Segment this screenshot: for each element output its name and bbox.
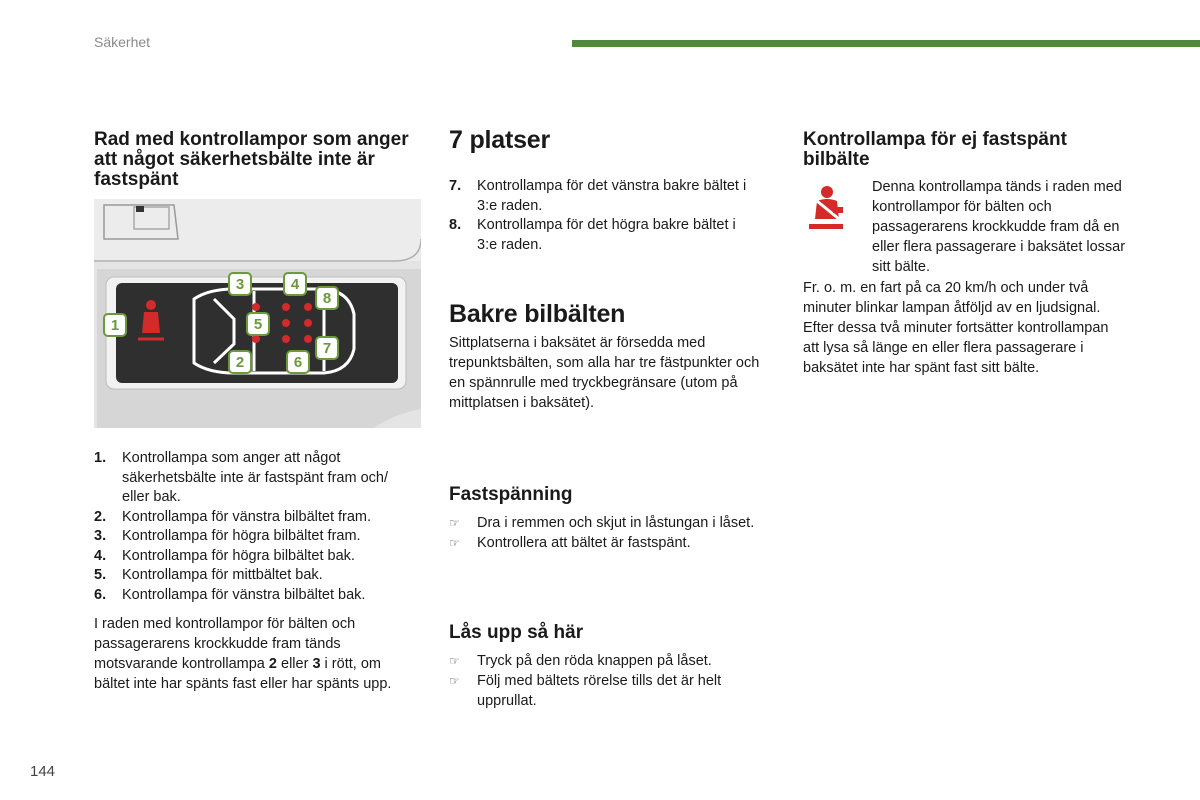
list-item: 8. Kontrollampa för det högra bakre bältet i 3:e raden. [449, 217, 736, 253]
list-item: 1. Kontrollampa som anger att något säkerhetsbälte inte är fastspänt fram och/ eller bak. [94, 450, 388, 505]
list-item: ☞ Dra i remmen och skjut in låstungan i låset. [449, 515, 755, 531]
list-item: 7. Kontrollampa för det vänstra bakre bältet i 3:e raden. [449, 178, 747, 214]
col1-heading: Rad med kontrollampor som anger att något säkerhetsbälte inte är fastspänt [94, 129, 409, 190]
callout-6 [287, 351, 309, 373]
list-item: 6. Kontrollampa för vänstra bilbältet bak. [94, 586, 366, 603]
callout-3 [229, 273, 251, 295]
bullet-icon: ☞ [449, 674, 460, 688]
callout-5-text: 5 [253, 316, 263, 333]
callout-7 [316, 337, 338, 359]
list-item: ☞ Kontrollera att bältet är fastspänt. [449, 535, 691, 551]
list-item: 5. Kontrollampa för mittbältet bak. [94, 567, 323, 583]
unlock-heading: Lås upp så här [449, 622, 584, 643]
list-item: 4. Kontrollampa för högra bilbältet bak. [94, 547, 355, 564]
col2-legend-list [449, 177, 759, 255]
callout-4 [284, 273, 306, 295]
bullet-icon: ☞ [449, 654, 460, 668]
seatbelt-warning-icon [803, 183, 855, 235]
callout-1-text: 1 [110, 317, 120, 334]
callout-4-text: 4 [290, 276, 300, 293]
callout-2-text: 2 [235, 354, 245, 371]
callout-3-text: 3 [235, 276, 245, 293]
col3-heading: Kontrollampa för ej fastspänt bilbälte [803, 129, 1067, 170]
seven-seats-heading: 7 platser [449, 126, 551, 154]
unlock-list [449, 651, 769, 711]
col3-paragraph: Fr. o. m. en fart på ca 20 km/h och under två minuter blinkar lampan åtföljd av en ljudsignal. Efter dessa två minuter fortsätter kontrollampan att lysa så länge en eller flera passagerare i baksätet inte har spänt fast sitt bälte. [803, 280, 1109, 376]
col1-paragraph: I raden med kontrollampor för bälten och passagerarens krockkudde fram tänds motsvarande kontrollampa 2 eller 3 i rött, om bältet inte har spänts fast eller har spänts upp. [94, 616, 392, 692]
header-accent-bar [572, 40, 1200, 47]
callout-5 [247, 313, 269, 335]
icon-description: Denna kontrollampa tänds i raden med kontrollampor för bälten och passagerarens krockkudde fram då en eller flera passagerare i baksätet lossar sitt bälte. [872, 179, 1126, 275]
fastening-list [449, 513, 784, 553]
callout-7-text: 7 [322, 340, 332, 357]
dashboard-figure [94, 199, 421, 428]
list-item: 3. Kontrollampa för högra bilbältet fram. [94, 528, 361, 544]
dashboard-illustration [94, 199, 421, 428]
list-item: ☞ Följ med bältets rörelse tills det är helt upprullat. [449, 673, 722, 709]
rear-belts-text: Sittplatserna i baksätet är försedda med trepunktsbälten, som alla har tre fästpunkter och en spännrulle med tryckbegränsare (utom på mittplatsen i baksätet). [449, 335, 760, 411]
list-item: 2. Kontrollampa för vänstra bilbältet fram. [94, 508, 372, 525]
callout-8-text: 8 [322, 290, 332, 307]
callout-6-text: 6 [293, 354, 303, 371]
section-label: Säkerhet [94, 34, 151, 50]
callout-2 [229, 351, 251, 373]
fastening-heading: Fastspänning [449, 484, 573, 505]
bullet-icon: ☞ [449, 516, 460, 530]
list-item: ☞ Tryck på den röda knappen på låset. [449, 653, 712, 669]
callout-8 [316, 287, 338, 309]
bullet-icon: ☞ [449, 536, 460, 550]
rear-belts-heading: Bakre bilbälten [449, 300, 626, 328]
callout-1 [104, 314, 126, 336]
col1-legend-list [94, 449, 414, 605]
page-number: 144 [30, 763, 56, 780]
